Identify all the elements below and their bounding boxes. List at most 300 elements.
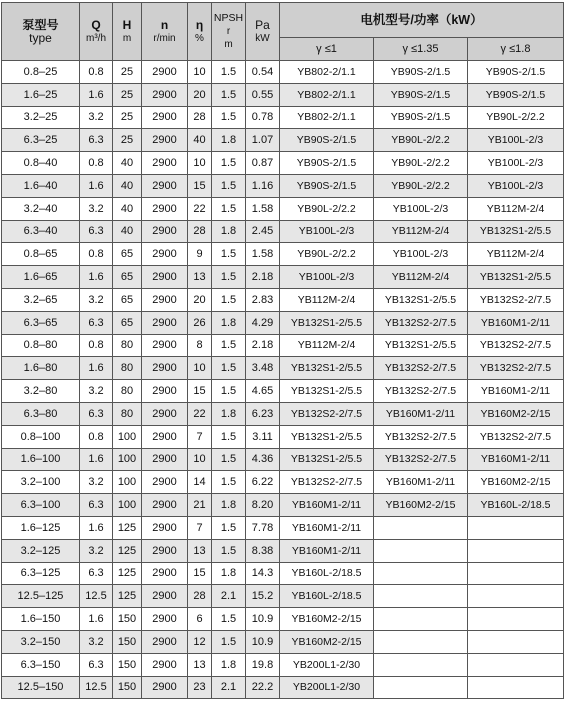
header-motor-col2: γ ≤1.35 — [374, 38, 468, 61]
cell-motor-1: YB160M1-2/11 — [280, 539, 374, 562]
cell-motor-3: YB100L-2/3 — [468, 152, 564, 175]
cell-motor-3 — [468, 539, 564, 562]
cell-pa: 4.65 — [246, 380, 280, 403]
cell-npsh: 1.5 — [212, 243, 246, 266]
cell-pa: 1.16 — [246, 174, 280, 197]
cell-type: 3.2–80 — [2, 380, 80, 403]
cell-pa: 6.23 — [246, 402, 280, 425]
cell-motor-2: YB132S1-2/5.5 — [374, 288, 468, 311]
header-type-cn: 泵型号 — [22, 17, 59, 32]
cell-motor-2: YB112M-2/4 — [374, 266, 468, 289]
cell-motor-1: YB100L-2/3 — [280, 220, 374, 243]
cell-pa: 0.55 — [246, 83, 280, 106]
table-row — [2, 653, 564, 676]
cell-q: 3.2 — [80, 106, 113, 129]
cell-motor-3 — [468, 676, 564, 699]
cell-motor-2 — [374, 608, 468, 631]
table-row — [2, 129, 564, 152]
cell-pa: 19.8 — [246, 653, 280, 676]
cell-type: 1.6–150 — [2, 608, 80, 631]
table-row — [2, 539, 564, 562]
cell-npsh: 1.5 — [212, 425, 246, 448]
cell-npsh: 1.8 — [212, 653, 246, 676]
cell-motor-1: YB100L-2/3 — [280, 266, 374, 289]
header-pa-symbol: Pa — [255, 17, 270, 32]
cell-n: 2900 — [142, 585, 188, 608]
cell-motor-2: YB160M1-2/11 — [374, 471, 468, 494]
header-motor-col3: γ ≤1.8 — [468, 38, 564, 61]
pump-spec-sheet — [1, 2, 563, 699]
cell-motor-1: YB160M2-2/15 — [280, 630, 374, 653]
cell-h: 65 — [113, 311, 142, 334]
cell-npsh: 1.5 — [212, 380, 246, 403]
cell-motor-3: YB132S2-2/7.5 — [468, 425, 564, 448]
cell-h: 80 — [113, 334, 142, 357]
cell-motor-2 — [374, 630, 468, 653]
cell-motor-3 — [468, 562, 564, 585]
cell-eta: 8 — [188, 334, 212, 357]
cell-eta: 21 — [188, 494, 212, 517]
cell-type: 0.8–25 — [2, 61, 80, 84]
cell-n: 2900 — [142, 174, 188, 197]
header-n-symbol: n — [160, 17, 169, 32]
cell-eta: 20 — [188, 288, 212, 311]
cell-pa: 2.45 — [246, 220, 280, 243]
cell-n: 2900 — [142, 562, 188, 585]
cell-q: 6.3 — [80, 562, 113, 585]
cell-motor-3: YB160M2-2/15 — [468, 471, 564, 494]
cell-motor-1: YB802-2/1.1 — [280, 106, 374, 129]
cell-eta: 15 — [188, 562, 212, 585]
cell-motor-3: YB160L-2/18.5 — [468, 494, 564, 517]
cell-type: 1.6–100 — [2, 448, 80, 471]
table-row — [2, 106, 564, 129]
cell-q: 0.8 — [80, 152, 113, 175]
cell-motor-1: YB90S-2/1.5 — [280, 174, 374, 197]
cell-npsh: 1.8 — [212, 494, 246, 517]
table-row — [2, 562, 564, 585]
header-npsh-r: r — [226, 26, 231, 37]
cell-q: 12.5 — [80, 676, 113, 699]
cell-npsh: 1.8 — [212, 220, 246, 243]
cell-n: 2900 — [142, 380, 188, 403]
cell-q: 0.8 — [80, 425, 113, 448]
header-type — [2, 3, 80, 61]
cell-motor-1: YB132S1-2/5.5 — [280, 357, 374, 380]
cell-eta: 7 — [188, 425, 212, 448]
cell-eta: 22 — [188, 402, 212, 425]
cell-n: 2900 — [142, 266, 188, 289]
cell-motor-1: YB132S1-2/5.5 — [280, 380, 374, 403]
header-h-unit: m — [122, 32, 132, 44]
cell-motor-2: YB160M1-2/11 — [374, 402, 468, 425]
cell-h: 125 — [113, 562, 142, 585]
cell-h: 125 — [113, 539, 142, 562]
cell-motor-1: YB160L-2/18.5 — [280, 585, 374, 608]
cell-npsh: 1.5 — [212, 106, 246, 129]
header-motor-title: 电机型号/功率（kW） — [360, 12, 483, 27]
cell-motor-2: YB160M2-2/15 — [374, 494, 468, 517]
cell-motor-2: YB132S2-2/7.5 — [374, 425, 468, 448]
header-npsh-unit: m — [224, 39, 233, 50]
cell-type: 6.3–80 — [2, 402, 80, 425]
cell-motor-2: YB132S2-2/7.5 — [374, 448, 468, 471]
cell-pa: 4.29 — [246, 311, 280, 334]
cell-type: 6.3–25 — [2, 129, 80, 152]
cell-npsh: 2.1 — [212, 585, 246, 608]
cell-q: 1.6 — [80, 83, 113, 106]
cell-npsh: 1.5 — [212, 539, 246, 562]
cell-n: 2900 — [142, 608, 188, 631]
cell-motor-1: YB132S1-2/5.5 — [280, 448, 374, 471]
cell-h: 100 — [113, 494, 142, 517]
cell-type: 3.2–25 — [2, 106, 80, 129]
table-row — [2, 243, 564, 266]
table-row — [2, 630, 564, 653]
table-row — [2, 402, 564, 425]
cell-motor-2 — [374, 676, 468, 699]
cell-h: 125 — [113, 585, 142, 608]
cell-motor-2 — [374, 516, 468, 539]
cell-npsh: 1.8 — [212, 562, 246, 585]
cell-h: 25 — [113, 61, 142, 84]
cell-n: 2900 — [142, 83, 188, 106]
cell-pa: 1.07 — [246, 129, 280, 152]
cell-q: 1.6 — [80, 357, 113, 380]
cell-eta: 13 — [188, 266, 212, 289]
cell-h: 40 — [113, 174, 142, 197]
header-pa-unit: kW — [255, 32, 270, 44]
table-row — [2, 425, 564, 448]
cell-type: 1.6–125 — [2, 516, 80, 539]
cell-n: 2900 — [142, 448, 188, 471]
header-motor-col1: γ ≤1 — [280, 38, 374, 61]
cell-motor-2: YB100L-2/3 — [374, 243, 468, 266]
cell-type: 1.6–65 — [2, 266, 80, 289]
cell-n: 2900 — [142, 539, 188, 562]
cell-h: 40 — [113, 220, 142, 243]
cell-n: 2900 — [142, 106, 188, 129]
header-eta-unit: % — [195, 32, 204, 44]
cell-q: 3.2 — [80, 471, 113, 494]
cell-h: 25 — [113, 83, 142, 106]
cell-motor-3: YB112M-2/4 — [468, 243, 564, 266]
cell-q: 12.5 — [80, 585, 113, 608]
cell-motor-2: YB90S-2/1.5 — [374, 83, 468, 106]
cell-pa: 10.9 — [246, 608, 280, 631]
cell-motor-1: YB160M1-2/11 — [280, 494, 374, 517]
cell-motor-2 — [374, 539, 468, 562]
header-q-symbol: Q — [91, 17, 101, 32]
table-row — [2, 152, 564, 175]
cell-h: 65 — [113, 266, 142, 289]
cell-h: 80 — [113, 357, 142, 380]
cell-eta: 10 — [188, 448, 212, 471]
cell-type: 3.2–125 — [2, 539, 80, 562]
cell-motor-2: YB100L-2/3 — [374, 197, 468, 220]
cell-type: 3.2–65 — [2, 288, 80, 311]
cell-h: 150 — [113, 608, 142, 631]
table-row — [2, 357, 564, 380]
cell-h: 150 — [113, 630, 142, 653]
cell-q: 6.3 — [80, 402, 113, 425]
cell-n: 2900 — [142, 425, 188, 448]
cell-n: 2900 — [142, 311, 188, 334]
cell-type: 12.5–150 — [2, 676, 80, 699]
cell-motor-3: YB160M2-2/15 — [468, 402, 564, 425]
cell-motor-3 — [468, 653, 564, 676]
cell-type: 6.3–125 — [2, 562, 80, 585]
table-row — [2, 174, 564, 197]
cell-q: 0.8 — [80, 61, 113, 84]
cell-motor-2: YB90L-2/2.2 — [374, 174, 468, 197]
cell-q: 0.8 — [80, 334, 113, 357]
cell-motor-3: YB112M-2/4 — [468, 197, 564, 220]
header-h-symbol: H — [122, 17, 132, 32]
cell-motor-2: YB90L-2/2.2 — [374, 129, 468, 152]
cell-pa: 4.36 — [246, 448, 280, 471]
cell-h: 100 — [113, 471, 142, 494]
cell-motor-3: YB160M1-2/11 — [468, 448, 564, 471]
cell-motor-1: YB90S-2/1.5 — [280, 129, 374, 152]
header-q-unit: m³/h — [86, 32, 106, 44]
cell-motor-1: YB90L-2/2.2 — [280, 197, 374, 220]
cell-npsh: 1.5 — [212, 471, 246, 494]
cell-motor-1: YB200L1-2/30 — [280, 676, 374, 699]
cell-pa: 2.83 — [246, 288, 280, 311]
cell-eta: 23 — [188, 676, 212, 699]
cell-eta: 9 — [188, 243, 212, 266]
table-row — [2, 61, 564, 84]
cell-motor-1: YB132S2-2/7.5 — [280, 402, 374, 425]
cell-eta: 10 — [188, 357, 212, 380]
cell-npsh: 1.5 — [212, 288, 246, 311]
cell-q: 1.6 — [80, 608, 113, 631]
cell-type: 12.5–125 — [2, 585, 80, 608]
cell-n: 2900 — [142, 653, 188, 676]
cell-npsh: 1.5 — [212, 83, 246, 106]
table-row — [2, 220, 564, 243]
table-row — [2, 288, 564, 311]
cell-npsh: 1.5 — [212, 357, 246, 380]
cell-eta: 22 — [188, 197, 212, 220]
cell-type: 1.6–80 — [2, 357, 80, 380]
cell-motor-3: YB90S-2/1.5 — [468, 83, 564, 106]
cell-pa: 2.18 — [246, 266, 280, 289]
cell-eta: 13 — [188, 539, 212, 562]
cell-motor-3 — [468, 585, 564, 608]
cell-motor-3: YB100L-2/3 — [468, 174, 564, 197]
cell-motor-2 — [374, 585, 468, 608]
cell-eta: 20 — [188, 83, 212, 106]
cell-n: 2900 — [142, 516, 188, 539]
cell-motor-3: YB160M1-2/11 — [468, 311, 564, 334]
cell-pa: 6.22 — [246, 471, 280, 494]
cell-n: 2900 — [142, 676, 188, 699]
cell-h: 100 — [113, 448, 142, 471]
cell-eta: 28 — [188, 220, 212, 243]
header-pa — [246, 3, 280, 61]
cell-pa: 3.48 — [246, 357, 280, 380]
cell-pa: 14.3 — [246, 562, 280, 585]
cell-q: 1.6 — [80, 516, 113, 539]
cell-n: 2900 — [142, 494, 188, 517]
header-npsh — [212, 3, 246, 61]
cell-motor-1: YB112M-2/4 — [280, 288, 374, 311]
cell-pa: 2.18 — [246, 334, 280, 357]
cell-type: 1.6–25 — [2, 83, 80, 106]
cell-q: 3.2 — [80, 288, 113, 311]
cell-motor-2 — [374, 653, 468, 676]
table-body — [2, 61, 564, 699]
table-row — [2, 334, 564, 357]
cell-q: 6.3 — [80, 653, 113, 676]
cell-eta: 6 — [188, 608, 212, 631]
table-row — [2, 448, 564, 471]
cell-q: 6.3 — [80, 129, 113, 152]
header-h — [113, 3, 142, 61]
table-row — [2, 380, 564, 403]
cell-eta: 10 — [188, 61, 212, 84]
header-motor-group — [280, 3, 564, 38]
cell-eta: 26 — [188, 311, 212, 334]
cell-motor-1: YB90L-2/2.2 — [280, 243, 374, 266]
cell-h: 125 — [113, 516, 142, 539]
table-row — [2, 266, 564, 289]
cell-motor-2: YB90S-2/1.5 — [374, 106, 468, 129]
cell-q: 6.3 — [80, 311, 113, 334]
cell-h: 65 — [113, 288, 142, 311]
cell-motor-3: YB160M1-2/11 — [468, 380, 564, 403]
cell-npsh: 1.5 — [212, 516, 246, 539]
cell-eta: 12 — [188, 630, 212, 653]
cell-n: 2900 — [142, 61, 188, 84]
cell-motor-2: YB90S-2/1.5 — [374, 61, 468, 84]
cell-type: 3.2–100 — [2, 471, 80, 494]
cell-q: 1.6 — [80, 448, 113, 471]
header-n-unit: r/min — [153, 32, 176, 44]
cell-eta: 40 — [188, 129, 212, 152]
cell-h: 80 — [113, 380, 142, 403]
cell-npsh: 1.8 — [212, 402, 246, 425]
table-row — [2, 608, 564, 631]
cell-npsh: 1.5 — [212, 266, 246, 289]
cell-eta: 7 — [188, 516, 212, 539]
cell-h: 40 — [113, 152, 142, 175]
header-eta — [188, 3, 212, 61]
cell-q: 1.6 — [80, 174, 113, 197]
header-eta-symbol: η — [195, 17, 204, 32]
cell-eta: 13 — [188, 653, 212, 676]
cell-q: 3.2 — [80, 197, 113, 220]
cell-npsh: 1.8 — [212, 129, 246, 152]
cell-eta: 10 — [188, 152, 212, 175]
cell-q: 3.2 — [80, 380, 113, 403]
cell-h: 25 — [113, 106, 142, 129]
cell-h: 100 — [113, 425, 142, 448]
pump-spec-table — [1, 2, 564, 699]
cell-eta: 15 — [188, 380, 212, 403]
cell-type: 3.2–40 — [2, 197, 80, 220]
cell-eta: 14 — [188, 471, 212, 494]
table-row — [2, 311, 564, 334]
cell-type: 0.8–80 — [2, 334, 80, 357]
table-row — [2, 471, 564, 494]
cell-npsh: 1.8 — [212, 311, 246, 334]
cell-motor-1: YB160M1-2/11 — [280, 516, 374, 539]
cell-type: 6.3–65 — [2, 311, 80, 334]
cell-pa: 0.78 — [246, 106, 280, 129]
cell-npsh: 1.5 — [212, 197, 246, 220]
cell-motor-1: YB160M2-2/15 — [280, 608, 374, 631]
cell-eta: 28 — [188, 106, 212, 129]
cell-motor-2: YB90L-2/2.2 — [374, 152, 468, 175]
cell-n: 2900 — [142, 402, 188, 425]
cell-q: 3.2 — [80, 630, 113, 653]
table-header — [2, 3, 564, 61]
cell-motor-2: YB132S2-2/7.5 — [374, 311, 468, 334]
cell-motor-3 — [468, 630, 564, 653]
cell-h: 150 — [113, 676, 142, 699]
cell-npsh: 1.5 — [212, 608, 246, 631]
table-row — [2, 676, 564, 699]
cell-motor-3: YB132S1-2/5.5 — [468, 220, 564, 243]
cell-n: 2900 — [142, 129, 188, 152]
cell-npsh: 1.5 — [212, 152, 246, 175]
cell-motor-3: YB90L-2/2.2 — [468, 106, 564, 129]
header-type-en: type — [29, 30, 52, 45]
cell-type: 0.8–100 — [2, 425, 80, 448]
table-row — [2, 585, 564, 608]
cell-motor-1: YB802-2/1.1 — [280, 83, 374, 106]
cell-type: 0.8–65 — [2, 243, 80, 266]
header-n — [142, 3, 188, 61]
cell-motor-1: YB160L-2/18.5 — [280, 562, 374, 585]
cell-type: 6.3–40 — [2, 220, 80, 243]
cell-type: 3.2–150 — [2, 630, 80, 653]
cell-pa: 0.54 — [246, 61, 280, 84]
cell-type: 0.8–40 — [2, 152, 80, 175]
cell-n: 2900 — [142, 288, 188, 311]
cell-pa: 10.9 — [246, 630, 280, 653]
cell-pa: 22.2 — [246, 676, 280, 699]
cell-npsh: 1.5 — [212, 630, 246, 653]
cell-motor-1: YB90S-2/1.5 — [280, 152, 374, 175]
cell-motor-2: YB112M-2/4 — [374, 220, 468, 243]
cell-q: 3.2 — [80, 539, 113, 562]
cell-motor-3: YB132S1-2/5.5 — [468, 266, 564, 289]
header-q — [80, 3, 113, 61]
cell-type: 6.3–100 — [2, 494, 80, 517]
cell-motor-2 — [374, 562, 468, 585]
cell-motor-1: YB132S1-2/5.5 — [280, 425, 374, 448]
cell-motor-3: YB90S-2/1.5 — [468, 61, 564, 84]
cell-motor-1: YB200L1-2/30 — [280, 653, 374, 676]
cell-type: 1.6–40 — [2, 174, 80, 197]
cell-npsh: 1.5 — [212, 174, 246, 197]
cell-q: 1.6 — [80, 266, 113, 289]
cell-npsh: 1.5 — [212, 334, 246, 357]
cell-q: 6.3 — [80, 220, 113, 243]
table-row — [2, 494, 564, 517]
cell-n: 2900 — [142, 243, 188, 266]
cell-h: 65 — [113, 243, 142, 266]
cell-pa: 8.20 — [246, 494, 280, 517]
cell-motor-3: YB100L-2/3 — [468, 129, 564, 152]
cell-n: 2900 — [142, 197, 188, 220]
cell-motor-1: YB132S1-2/5.5 — [280, 311, 374, 334]
table-row — [2, 83, 564, 106]
